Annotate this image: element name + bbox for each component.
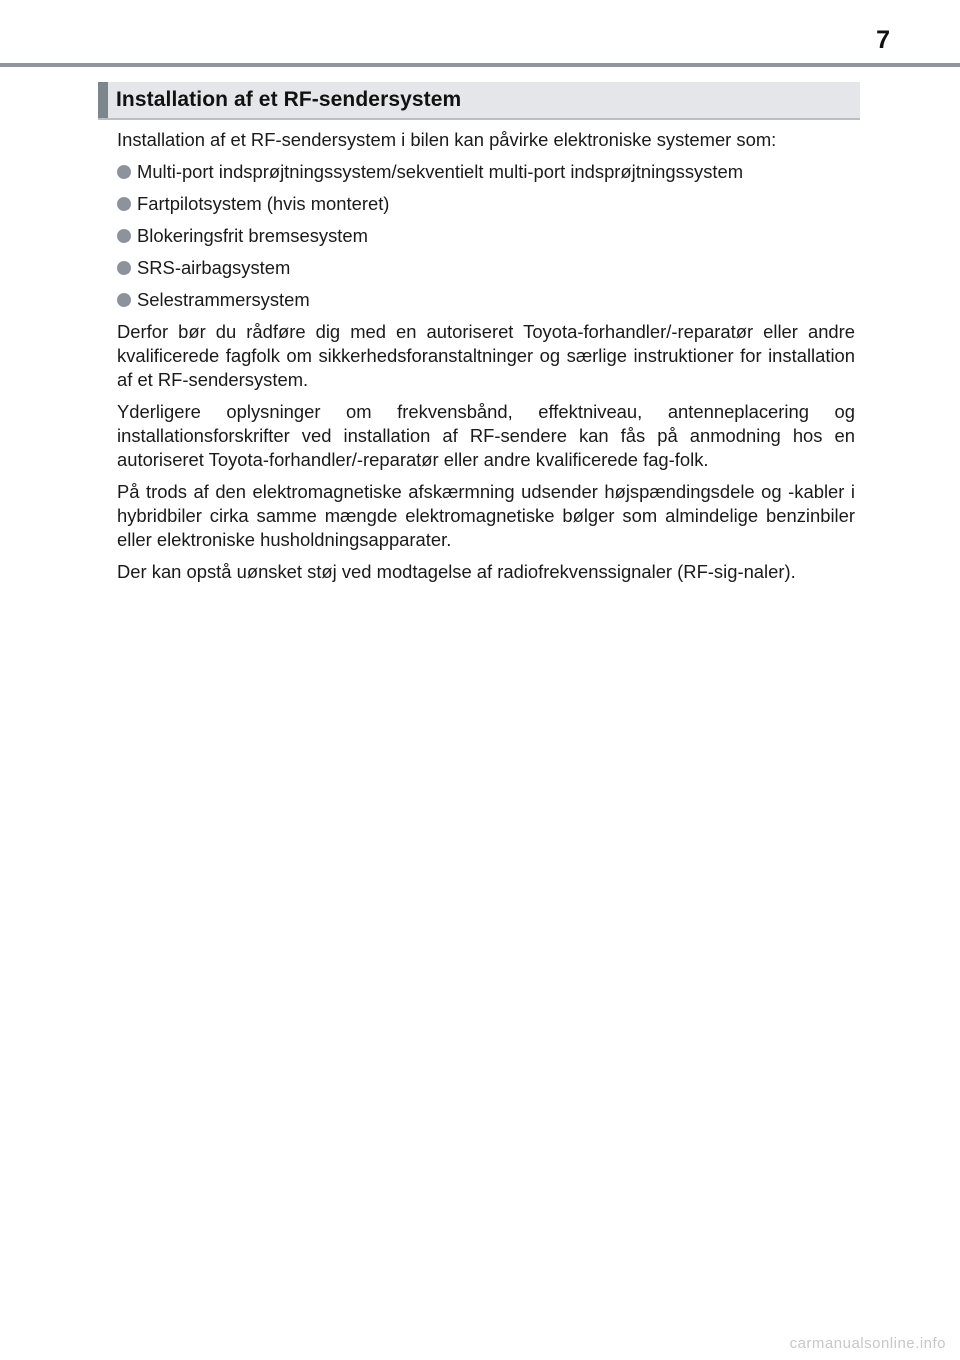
- intro-paragraph: Installation af et RF-sendersystem i bilen kan påvirke elektroniske systemer som:: [117, 129, 777, 150]
- list-item: [117, 288, 855, 312]
- top-divider: [0, 63, 960, 67]
- bullet-icon: [117, 165, 131, 179]
- bullet-icon: [117, 261, 131, 275]
- list-item: [117, 256, 855, 280]
- bullet-icon: [117, 229, 131, 243]
- section-header-accent: [98, 82, 108, 118]
- info-paragraph: Yderligere oplysninger om frekvensbånd, effektniveau, antenneplacering og installationsforskrifter ved installation af RF-sendere kan fås på anmodning hos en autoriseret Toyota-forhandler/-reparatør eller andre kvalificerede fag-folk.: [117, 401, 855, 470]
- page-content: [117, 128, 855, 592]
- list-item: [117, 224, 855, 248]
- affected-systems-list: [117, 160, 855, 312]
- list-item-label: Blokeringsfrit bremsesystem: [137, 225, 368, 246]
- list-item-label: Fartpilotsystem (hvis monteret): [137, 193, 390, 214]
- list-item-label: Multi-port indsprøjtningssystem/sekventielt multi-port indsprøjtningssystem: [137, 161, 744, 182]
- hybrid-emission-paragraph: På trods af den elektromagnetiske afskærmning udsender højspændingsdele og -kabler i hybridbiler cirka samme mængde elektromagnetiske bølger som almindelige benzinbiler eller elektroniske husholdningsapparater.: [117, 481, 855, 550]
- section-title: Installation af et RF-sendersystem: [116, 88, 462, 111]
- footer-watermark: carmanualsonline.info: [789, 1335, 946, 1352]
- bullet-icon: [117, 197, 131, 211]
- list-item: [117, 192, 855, 216]
- list-item: [117, 160, 855, 184]
- bullet-icon: [117, 293, 131, 307]
- list-item-label: Selestrammersystem: [137, 289, 310, 310]
- section-header: [98, 82, 860, 120]
- list-item-label: SRS-airbagsystem: [137, 257, 291, 278]
- page-number: 7: [876, 26, 890, 54]
- noise-paragraph: Der kan opstå uønsket støj ved modtagelse af radiofrekvenssignaler (RF-sig-naler).: [117, 561, 796, 582]
- advice-paragraph: Derfor bør du rådføre dig med en autoriseret Toyota-forhandler/-reparatør eller andre kvalificerede fagfolk om sikkerhedsforanstaltninger og særlige instruktioner for installation af et RF-sendersystem.: [117, 321, 855, 390]
